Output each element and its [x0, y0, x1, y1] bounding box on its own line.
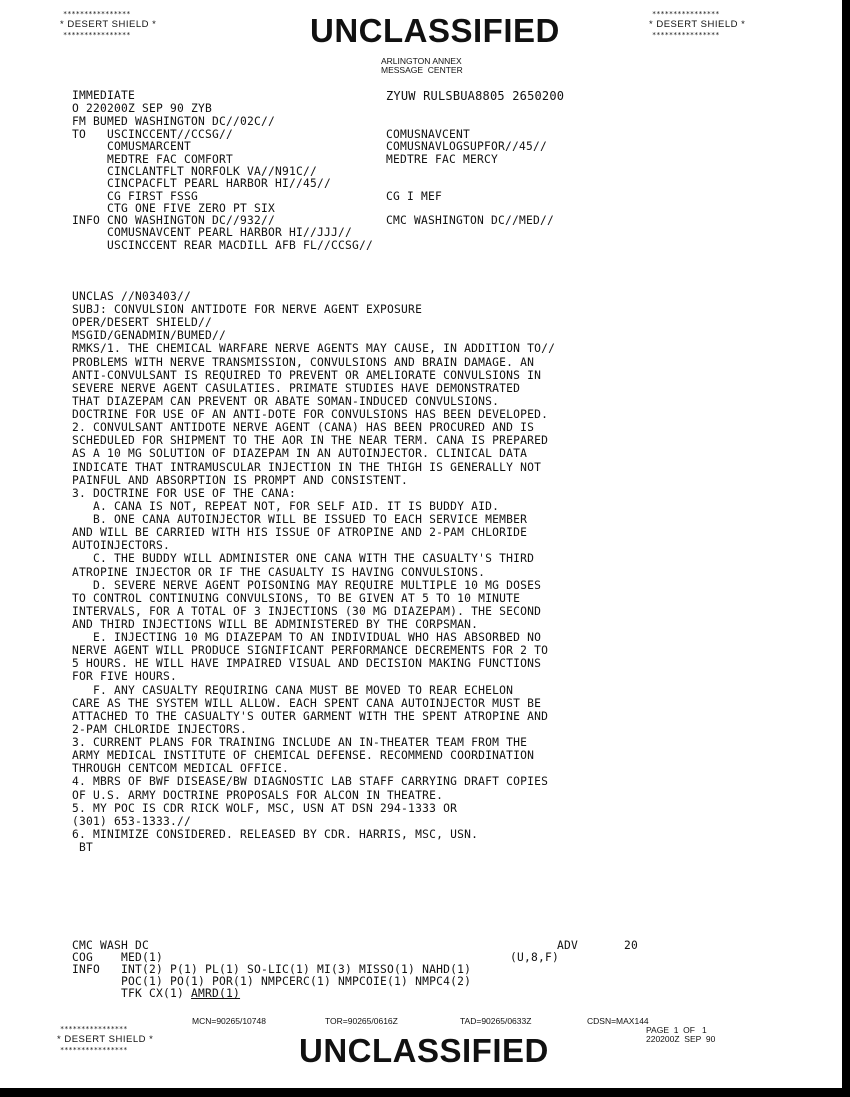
text-line: (301) 653-1333.// — [72, 814, 192, 828]
text-line: NERVE AGENT WILL PRODUCE SIGNIFICANT PERFORMANCE DECREMENTS FOR 2 TO — [72, 644, 549, 658]
text-line: SUBJ: CONVULSION ANTIDOTE FOR NERVE AGENT EXPOSURE — [72, 303, 423, 317]
text-line: MEDTRE FAC MERCY — [386, 152, 499, 166]
text-line: C. THE BUDDY WILL ADMINISTER ONE CANA WITH THE CASUALTY'S THIRD — [72, 552, 535, 566]
text-line: 3. CURRENT PLANS FOR TRAINING INCLUDE AN IN-THEATER TEAM FROM THE — [72, 736, 528, 750]
text-line: TO USCINCCENT//CCSG// — [72, 128, 234, 141]
text-line: OPER/DESERT SHIELD// — [72, 316, 213, 330]
text-line: RMKS/1. THE CHEMICAL WARFARE NERVE AGENTS MAY CAUSE, IN ADDITION TO// — [72, 342, 556, 356]
footer-cdsn: CDSN=MAX144 — [587, 1016, 649, 1026]
text-line: COMUSNAVCENT — [386, 128, 471, 141]
text-line: F. ANY CASUALTY REQUIRING CANA MUST BE MOVED TO REAR ECHELON — [72, 683, 514, 697]
scan-edge-right — [842, 0, 850, 1097]
text-line: A. CANA IS NOT, REPEAT NOT, FOR SELF AID. IT IS BUDDY AID. — [72, 499, 500, 513]
text-line: CG I MEF — [386, 189, 443, 203]
text-line: AND WILL BE CARRIED WITH HIS ISSUE OF ATROPINE AND 2-PAM CHLORIDE — [72, 526, 528, 540]
footer-tad: TAD=90265/0633Z — [460, 1016, 532, 1026]
text-line: 4. MBRS OF BWF DISEASE/BW DIAGNOSTIC LAB STAFF CARRYING DRAFT COPIES — [72, 775, 549, 789]
text-line: D. SEVERE NERVE AGENT POISONING MAY REQUIRE MULTIPLE 10 MG DOSES — [72, 578, 542, 592]
text-line: 5. MY POC IS CDR RICK WOLF, MSC, USN AT DSN 294-1333 OR — [72, 801, 458, 815]
footer-info3-a: TFK CX(1) — [72, 987, 192, 1000]
from-line: FM BUMED WASHINGTON DC//02C// — [72, 115, 276, 128]
message-center-line1: ARLINGTON ANNEX — [381, 56, 462, 66]
date-time-group: O 220200Z SEP 90 ZYB — [72, 102, 213, 115]
text-line: CINCPACFLT PEARL HARBOR HI//45// — [72, 177, 332, 191]
stars-bottom-left-2: **************** — [60, 1046, 128, 1054]
text-line: SEVERE NERVE AGENT CASULATIES. PRIMATE STUDIES HAVE DEMONSTRATED — [72, 381, 521, 395]
footer-adv-num: 20 — [624, 939, 639, 952]
text-line: AS A 10 MG SOLUTION OF DIAZEPAM IN AN AUTOINJECTOR. CLINICAL DATA — [72, 447, 528, 461]
footer-cog: COG MED(1) — [72, 951, 164, 964]
text-line: ATTACHED TO THE CASUALTY'S OUTER GARMENT WITH THE SPENT ATROPINE AND — [72, 709, 549, 723]
text-line: INFO CNO WASHINGTON DC//932// — [72, 214, 276, 228]
text-line: 6. MINIMIZE CONSIDERED. RELEASED BY CDR. HARRIS, MSC, USN. — [72, 827, 479, 841]
desert-shield-tag-left: * DESERT SHIELD * — [60, 19, 157, 30]
text-line: CARE AS THE SYSTEM WILL ALLOW. EACH SPENT CANA AUTOINJECTOR MUST BE — [72, 696, 542, 710]
text-line: COMUSNAVLOGSUPFOR//45// — [386, 140, 548, 154]
footer-cmc: CMC WASH DC — [72, 939, 150, 952]
stars-top-right-2: **************** — [652, 31, 720, 39]
text-line: FOR FIVE HOURS. — [72, 670, 178, 684]
footer-tor: TOR=90265/0616Z — [325, 1016, 398, 1026]
text-line: COMUSNAVCENT PEARL HARBOR HI//JJJ// — [72, 226, 353, 240]
text-line: TO CONTROL CONTINUING CONVULSIONS, TO BE GIVEN AT 5 TO 10 MINUTE — [72, 591, 521, 605]
stars-bottom-left: **************** — [60, 1025, 128, 1033]
text-line: 2. CONVULSANT ANTIDOTE NERVE AGENT (CANA) HAS BEEN PROCURED AND IS — [72, 421, 535, 435]
text-line: PROBLEMS WITH NERVE TRANSMISSION, CONVULSIONS AND BRAIN DAMAGE. AN — [72, 355, 535, 369]
text-line: CMC WASHINGTON DC//MED// — [386, 214, 555, 228]
text-line: AND THIRD INJECTIONS WILL BE ADMINISTERED BY THE CORPSMAN. — [72, 618, 479, 631]
text-line: COMUSMARCENT — [72, 140, 192, 154]
text-line: CG FIRST FSSG — [72, 189, 199, 203]
footer-info2: POC(1) PO(1) POR(1) NMPCERC(1) NMPCOIE(1) NMPC4(2) — [72, 975, 472, 988]
text-line: ANTI-CONVULSANT IS REQUIRED TO PREVENT OR AMELIORATE CONVULSIONS IN — [72, 368, 542, 382]
text-line: THAT DIAZEPAM CAN PREVENT OR ABATE SOMAN-INDUCED CONVULSIONS. — [72, 394, 500, 408]
classification-banner-top: UNCLASSIFIED — [310, 12, 560, 49]
stars-top-left: **************** — [63, 10, 131, 18]
text-line: USCINCCENT REAR MACDILL AFB FL//CCSG// — [72, 238, 374, 252]
stars-top-right: **************** — [652, 10, 720, 18]
footer-info3 — [72, 988, 240, 1001]
text-line: INDICATE THAT INTRAMUSCULAR INJECTION IN THE THIGH IS GENERALLY NOT — [72, 460, 542, 474]
text-line: CTG ONE FIVE ZERO PT SIX — [72, 201, 276, 215]
footer-mcn: MCN=90265/10748 — [192, 1016, 266, 1026]
text-line: UNCLAS //N03403// — [72, 290, 192, 303]
text-line: AUTOINJECTORS. — [72, 539, 171, 553]
precedence: IMMEDIATE — [72, 89, 136, 102]
footer-u8f: (U,8,F) — [510, 951, 560, 964]
message-center-line2: MESSAGE CENTER — [381, 65, 463, 75]
text-line: MEDTRE FAC COMFORT — [72, 152, 234, 166]
footer-adv: ADV — [557, 939, 579, 952]
desert-shield-tag-right: * DESERT SHIELD * — [649, 19, 746, 30]
footer-dtg: 220200Z SEP 90 — [646, 1034, 716, 1044]
text-line: SCHEDULED FOR SHIPMENT TO THE AOR IN THE NEAR TERM. CANA IS PREPARED — [72, 434, 549, 448]
footer-page: PAGE 1 OF 1 — [646, 1025, 707, 1035]
footer-info3-b: AMRD(1) — [191, 987, 241, 1000]
text-line: MSGID/GENADMIN/BUMED// — [72, 329, 227, 343]
text-line: OF U.S. ARMY DOCTRINE PROPOSALS FOR ALCON IN THEATRE. — [72, 788, 444, 802]
text-line: INTERVALS, FOR A TOTAL OF 3 INJECTIONS (30 MG DIAZEPAM). THE SECOND — [72, 604, 542, 618]
text-line: BT — [72, 841, 94, 855]
text-line: 5 HOURS. HE WILL HAVE IMPAIRED VISUAL AND DECISION MAKING FUNCTIONS — [72, 657, 542, 671]
text-line: THROUGH CENTCOM MEDICAL OFFICE. — [72, 762, 290, 776]
text-line: 3. DOCTRINE FOR USE OF THE CANA: — [72, 486, 297, 500]
routing-indicator: ZYUW RULSBUA8805 2650200 — [386, 89, 565, 103]
text-line: E. INJECTING 10 MG DIAZEPAM TO AN INDIVIDUAL WHO HAS ABSORBED NO — [72, 631, 542, 645]
footer-info1: INFO INT(2) P(1) PL(1) SO-LIC(1) MI(3) MISSO(1) NAHD(1) — [72, 963, 472, 976]
text-line: CINCLANTFLT NORFOLK VA//N91C// — [72, 164, 318, 178]
text-line: DOCTRINE FOR USE OF AN ANTI-DOTE FOR CONVULSIONS HAS BEEN DEVELOPED. — [72, 408, 549, 422]
text-line: 2-PAM CHLORIDE INJECTORS. — [72, 722, 248, 736]
text-line: B. ONE CANA AUTOINJECTOR WILL BE ISSUED TO EACH SERVICE MEMBER — [72, 513, 528, 527]
text-line: ATROPINE INJECTOR OR IF THE CASUALTY IS HAVING CONVULSIONS. — [72, 565, 486, 579]
desert-shield-tag-bottom: * DESERT SHIELD * — [57, 1034, 154, 1045]
scan-edge-bottom — [0, 1088, 850, 1097]
stars-top-left-2: **************** — [63, 31, 131, 39]
text-line: PAINFUL AND ABSORPTION IS PROMPT AND CONSISTENT. — [72, 473, 409, 487]
text-line: ARMY MEDICAL INSTITUTE OF CHEMICAL DEFENSE. RECOMMEND COORDINATION — [72, 749, 535, 763]
classification-banner-bottom: UNCLASSIFIED — [299, 1032, 549, 1069]
